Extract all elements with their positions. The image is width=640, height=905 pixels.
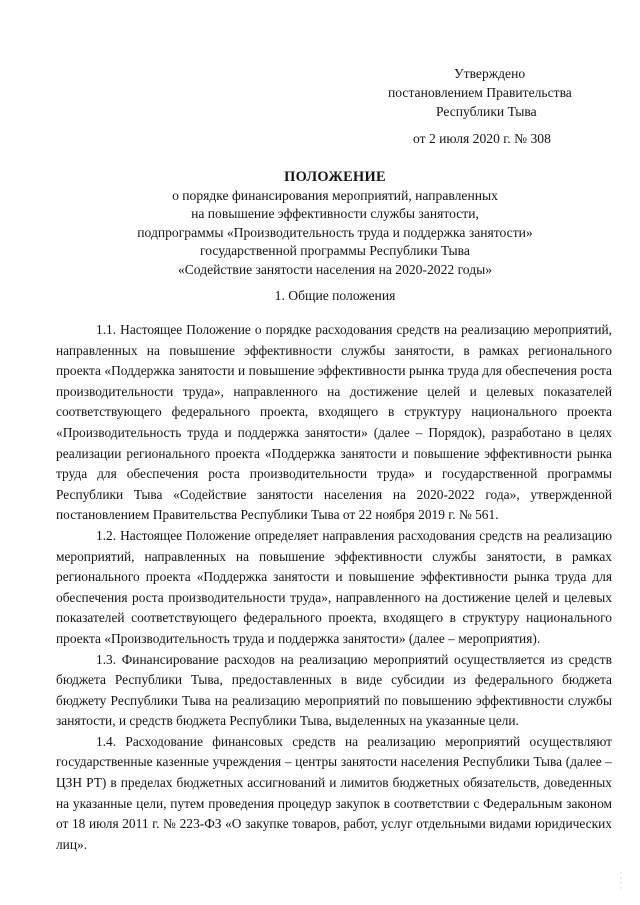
document-heading: ПОЛОЖЕНИЕ bbox=[284, 169, 386, 185]
title-line: «Содействие занятости населения на 2020-2022 годы» bbox=[177, 261, 493, 277]
paragraph-1-2: 1.2. Настоящее Положение определяет направления расходования средств на реализацию мероприятий, направленных на повышение эффективности службы занятости, в рамках регионального проекта «Поддержка занятости и повышение эффективности рынка труда для обеспечения роста производительности труда», направленного на достижение целей и целевых показателей соответствующего федерального проекта, входящего в структуру национального проекта «Производительность труда и поддержка занятости» (далее – мероприятия). bbox=[56, 527, 612, 646]
approval-line-resolution: постановлением Правительства bbox=[388, 85, 572, 100]
paragraph-1-4: 1.4. Расходование финансовых средств на реализацию мероприятий осуществляют государственные казенные учреждения – центры занятости населения Республики Тыва (далее – ЦЗН РТ) в пределах бюджетных ассигнований и лимитов бюджетных обязательств, доведенных на указанные цели, путем проведения процедур закупок в соответствии с Федеральным законом от 18 июля 2011 г. № 223-ФЗ «О закупке товаров, работ, услуг отдельными видами юридических лиц». bbox=[56, 733, 612, 852]
title-line: на повышение эффективности службы занятости, bbox=[191, 206, 479, 221]
approval-line-approved: Утверждено bbox=[454, 66, 526, 81]
title-line: государственной программы Республики Тыва bbox=[200, 243, 470, 258]
section-heading: 1. Общие положения bbox=[274, 288, 396, 303]
document-title bbox=[40, 168, 630, 279]
approval-line-date-number: от 2 июля 2020 г. № 308 bbox=[413, 131, 551, 146]
scan-artifact-mark bbox=[616, 872, 626, 892]
paragraph-1-3: 1.3. Финансирование расходов на реализацию мероприятий осуществляется из средств бюджета Республики Тыва, предоставленных в виде субсидии из федерального бюджета бюджету Республики Тыва на реализацию мероприятий по повышению эффективности службы занятости, и средств бюджета Республики Тыва, выделенных на указанные цели. bbox=[56, 651, 612, 729]
approval-line-republic: Республики Тыва bbox=[436, 104, 537, 119]
title-line: подпрограммы «Производительность труда и поддержка занятости» bbox=[137, 224, 533, 240]
document-body bbox=[56, 320, 612, 855]
approval-stamp bbox=[388, 64, 608, 148]
title-line: о порядке финансирования мероприятий, направленных bbox=[172, 187, 498, 203]
paragraph-1-1: 1.1. Настоящее Положение о порядке расходования средств на реализацию мероприятий, направленных на повышение эффективности службы занятости, в рамках регионального проекта «Поддержка занятости и повышение эффективности рынка труда для обеспечения роста производительности труда», направленного на достижение целей и целевых показателей соответствующего федерального проекта, входящего в структуру национального проекта «Производительность труда и поддержка занятости» (далее – Порядок), разработано в целях реализации регионального проекта «Поддержка занятости и повышение эффективности рынка труда для обеспечения роста производительности труда» и государственной программы Республики Тыва «Содействие занятости населения на 2020-2022 года», утвержденной постановлением Правительства Республики Тыва от 22 ноября 2019 г. № 561. bbox=[56, 322, 612, 523]
